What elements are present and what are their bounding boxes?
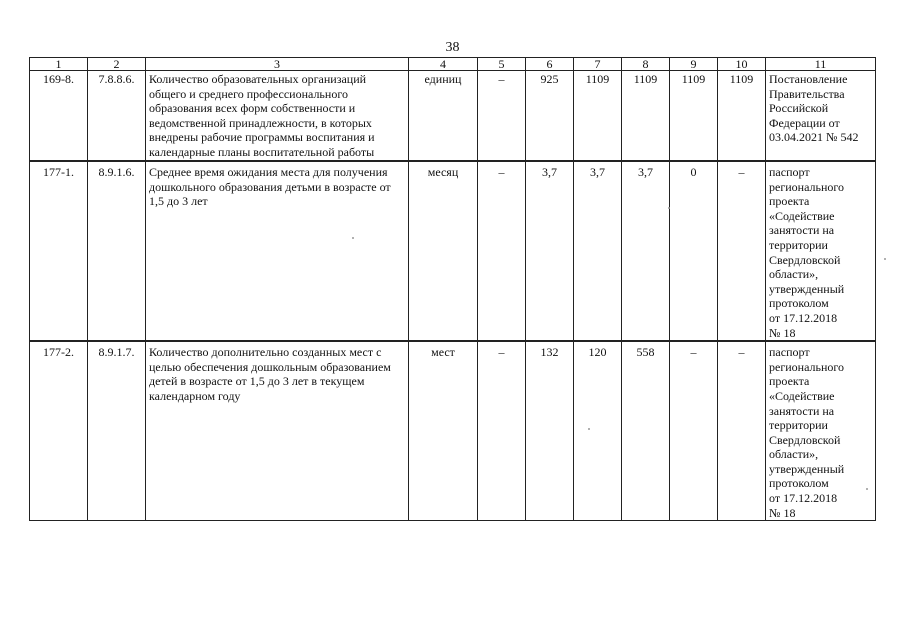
header-cell: 9 — [670, 58, 718, 71]
header-cell: 5 — [478, 58, 526, 71]
header-cell: 1 — [30, 58, 88, 71]
indicator-name: Количество образовательных организаций общего и среднего профессионального образования всех форм собственности и ведомственной принадлежности, в которых внедрены рабочие программы воспитания и календарные планы воспитательной работы — [146, 71, 409, 162]
indicator-code: 8.9.1.7. — [88, 341, 146, 521]
value-cell-10: – — [718, 161, 766, 341]
table-row — [30, 71, 876, 162]
table-row — [30, 341, 876, 521]
row-number: 169-8. — [30, 71, 88, 162]
value-cell-9: 0 — [670, 161, 718, 341]
value-cell-6: 925 — [526, 71, 574, 162]
value-cell-10: 1109 — [718, 71, 766, 162]
value-cell-8: 558 — [622, 341, 670, 521]
value-cell-9: – — [670, 341, 718, 521]
scan-speck — [866, 488, 868, 490]
indicator-name: Количество дополнительно созданных мест с целью обеспечения дошкольным образованием детей в возрасте от 1,5 до 3 лет в текущем календарном году — [146, 341, 409, 521]
value-cell-9: 1109 — [670, 71, 718, 162]
value-cell-5: – — [478, 71, 526, 162]
header-cell: 8 — [622, 58, 670, 71]
table-row — [30, 161, 876, 341]
value-cell-10: – — [718, 341, 766, 521]
scan-speck — [588, 428, 590, 430]
header-cell: 10 — [718, 58, 766, 71]
basis-cell: паспорт регионального проекта «Содействие занятости на территории Свердловской области», утвержденный протоколом от 17.12.2018 № 18 — [766, 341, 876, 521]
value-cell-7: 120 — [574, 341, 622, 521]
row-number: 177-2. — [30, 341, 88, 521]
table-header-row — [30, 58, 876, 71]
value-cell-7: 1109 — [574, 71, 622, 162]
basis-cell: Постановление Правительства Российской Федерации от 03.04.2021 № 542 — [766, 71, 876, 162]
value-cell-8: 3,7 — [622, 161, 670, 341]
indicator-code: 8.9.1.6. — [88, 161, 146, 341]
header-cell: 11 — [766, 58, 876, 71]
unit-cell: мест — [409, 341, 478, 521]
header-cell: 7 — [574, 58, 622, 71]
scan-speck — [668, 207, 670, 209]
value-cell-6: 132 — [526, 341, 574, 521]
unit-cell: месяц — [409, 161, 478, 341]
value-cell-8: 1109 — [622, 71, 670, 162]
header-cell: 2 — [88, 58, 146, 71]
value-cell-7: 3,7 — [574, 161, 622, 341]
page-number: 38 — [445, 40, 460, 55]
value-cell-5: – — [478, 161, 526, 341]
value-cell-6: 3,7 — [526, 161, 574, 341]
header-cell: 3 — [146, 58, 409, 71]
indicator-code: 7.8.8.6. — [88, 71, 146, 162]
header-cell: 6 — [526, 58, 574, 71]
scan-speck — [352, 237, 354, 239]
indicator-name: Среднее время ожидания места для получения дошкольного образования детьми в возрасте от 1,5 до 3 лет — [146, 161, 409, 341]
row-number: 177-1. — [30, 161, 88, 341]
unit-cell: единиц — [409, 71, 478, 162]
indicators-table — [29, 57, 876, 521]
basis-cell: паспорт регионального проекта «Содействие занятости на территории Свердловской области», утвержденный протоколом от 17.12.2018 № 18 — [766, 161, 876, 341]
scan-speck — [884, 258, 886, 260]
header-cell: 4 — [409, 58, 478, 71]
value-cell-5: – — [478, 341, 526, 521]
